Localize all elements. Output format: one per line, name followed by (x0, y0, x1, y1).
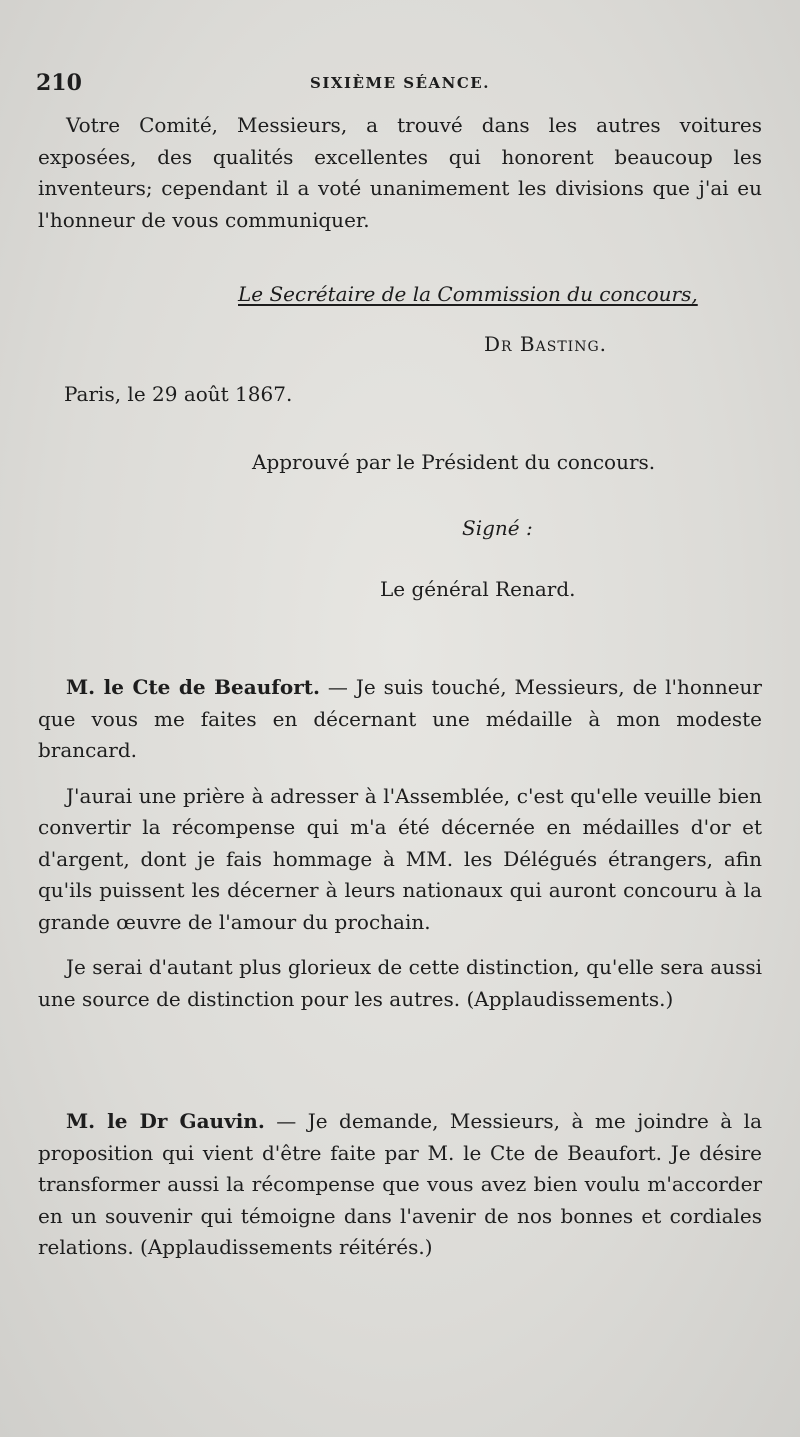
opening-paragraph: Votre Comité, Messieurs, a trouvé dans les autres voitures exposées, des qualités excellentes qui honorent beaucoup les inventeurs; cependant il a voté unanimement les divisions que j'ai eu l'honneur de vous communiquer. (38, 113, 762, 232)
page-header (30, 66, 770, 106)
approval-line: Approuvé par le Président du concours. (252, 450, 656, 474)
speech-gauvin-p1-text: — Je demande, Messieurs, à me joindre à la proposition qui vient d'être faite par M. le Cte de Beaufort. Je désire transformer aussi la récompense que vous avez bien voulu m'accorder en un souvenir qui témoigne dans l'avenir de nos bonnes et cordiales relations. (Applaudissements réitérés.) (38, 1109, 762, 1259)
general-signature: Le général Renard. (380, 577, 576, 601)
speech-beaufort-p2: J'aurai une prière à adresser à l'Assemblée, c'est qu'elle veuille bien convertir la récompense qui m'a été décernée en médailles d'or et d'argent, dont je fais hommage à MM. les Délégués étrangers, afin qu'ils puissent les décerner à leurs nationaux qui auront concouru à la grande œuvre de l'amour du prochain. (38, 783, 762, 934)
speaker-gauvin: M. le Dr Gauvin. (66, 1109, 265, 1133)
secretary-title: Le Secrétaire de la Commission du concours, (238, 282, 698, 306)
speech-beaufort-p3: Je serai d'autant plus glorieux de cette distinction, qu'elle sera aussi une source de distinction pour les autres. (Applaudissements.) (38, 955, 762, 1011)
paragraph-gap (38, 767, 762, 781)
speech-beaufort (38, 672, 762, 1015)
speech-gauvin (38, 1106, 762, 1264)
paragraph-gap (38, 938, 762, 952)
place-date: Paris, le 29 août 1867. (64, 382, 293, 406)
signed-label: Signé : (462, 516, 533, 540)
opening-text-block (38, 110, 762, 236)
page-number: 210 (36, 70, 82, 96)
speaker-beaufort: M. le Cte de Beaufort. (66, 675, 320, 699)
secretary-name: Dr Basting. (484, 332, 607, 356)
speech-gauvin-p1 (38, 1106, 762, 1264)
running-title: SIXIÈME SÉANCE. (310, 74, 490, 92)
speech-beaufort-p1 (38, 672, 762, 767)
speech-beaufort-p1-text: — Je suis touché, Messieurs, de l'honneur que vous me faites en décernant une médaille à mon modeste brancard. (38, 675, 762, 762)
